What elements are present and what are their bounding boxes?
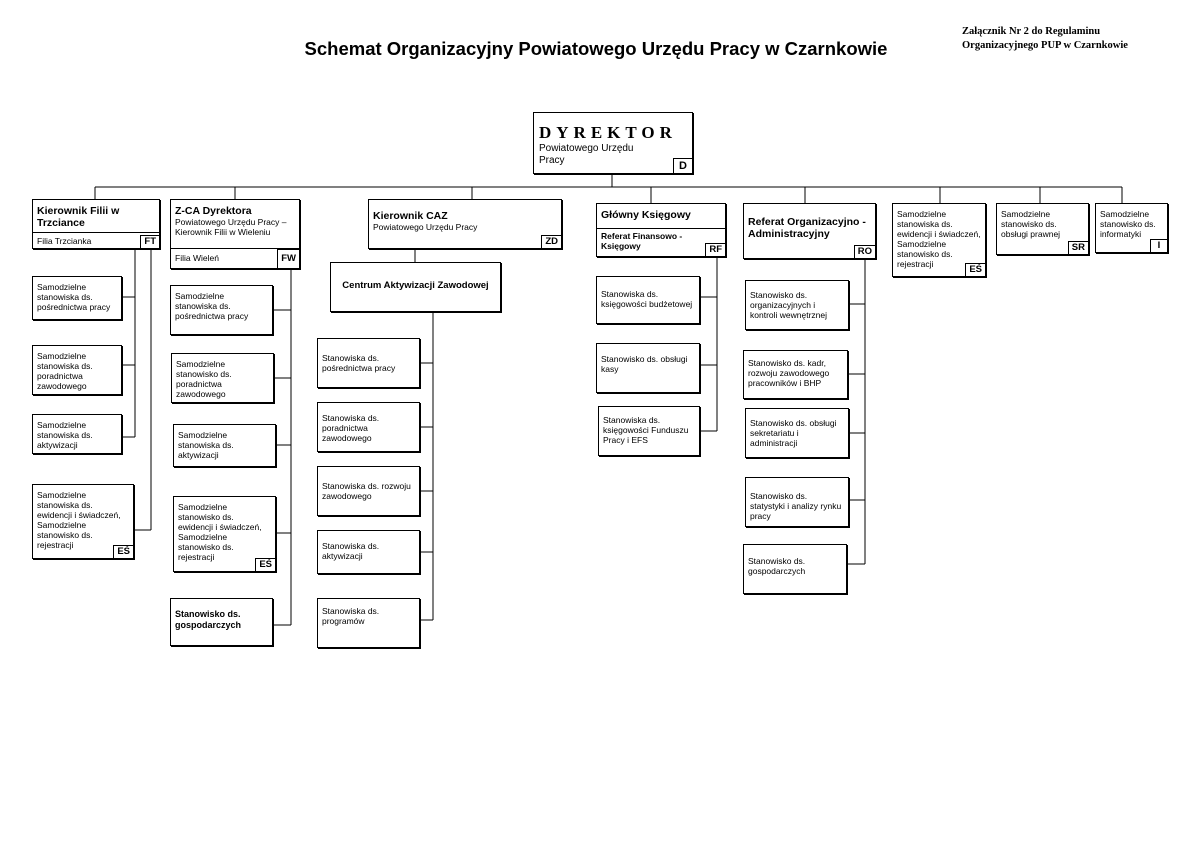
caz-title: Kierownik CAZ [373, 210, 448, 222]
rf-item-ksiegowosc [596, 276, 700, 324]
annex-note [962, 25, 1128, 53]
caz-subtitle: Powiatowego Urzędu Pracy [373, 222, 478, 232]
caz-item-label: Stanowiska ds. pośrednictwa pracy [322, 353, 396, 373]
zca-filia-name: Filia Wieleń [175, 253, 219, 263]
ro-item-organizacja [745, 280, 849, 330]
caz-center-box [330, 262, 501, 312]
ro-item-sekretariat [745, 408, 849, 458]
ksiegowy-subtitle: Referat Finansowo - Księgowy [601, 231, 683, 251]
ro-item-label: Stanowisko ds. obsługi sekretariatu i administracji [750, 418, 837, 448]
caz-item-label: Stanowiska ds. programów [322, 606, 380, 626]
filia-trzcianka-title: Kierownik Filii w Trzciance [37, 205, 120, 229]
fw-item-ewidencja [173, 496, 276, 572]
caz-item-programy [317, 598, 420, 648]
ro-item-label: Stanowisko ds. kadr, rozwoju zawodowego pracowników i BHP [748, 358, 830, 388]
caz-code: ZD [541, 235, 562, 249]
ksiegowy-title: Główny Księgowy [601, 209, 691, 221]
standalone-code: EŚ [965, 263, 986, 277]
fw-item-label: Samodzielne stanowisko ds. poradnictwa zawodowego [176, 359, 232, 399]
fw-item-posrednictwo [170, 285, 273, 335]
rf-item-fundusz [598, 406, 700, 456]
caz-item-aktywizacja [317, 530, 420, 574]
director-box [533, 112, 693, 174]
rf-item-kasa [596, 343, 700, 393]
fw-item-label: Samodzielne stanowiska ds. pośrednictwa pracy [175, 291, 249, 321]
ro-item-statystyka [745, 477, 849, 527]
fw-item-code: EŚ [255, 558, 276, 572]
fw-item-label: Samodzielne stanowisko ds. ewidencji i świadczeń, Samodzielne stanowisko ds. rejestracji [178, 502, 262, 562]
referat-org-code: RO [854, 245, 876, 259]
filia-trzcianka-code: FT [140, 235, 160, 249]
standalone-prawna-box [996, 203, 1089, 255]
zca-box [170, 199, 300, 269]
ft-item-label: Samodzielne stanowiska ds. poradnictwa zawodowego [37, 351, 93, 391]
ft-item-ewidencja [32, 484, 134, 559]
zca-subtitle: Powiatowego Urzędu Pracy – Kierownik Filii w Wieleniu [175, 217, 287, 237]
rf-item-label: Stanowisko ds. obsługi kasy [601, 354, 688, 374]
standalone-label: Samodzielne stanowisko ds. obsługi prawnej [1001, 209, 1061, 239]
zca-title: Z-CA Dyrektora [175, 205, 252, 217]
standalone-informatyka-box [1095, 203, 1168, 253]
fw-item-label: Stanowisko ds. gospodarczych [175, 609, 242, 630]
caz-item-label: Stanowiska ds. rozwoju zawodowego [322, 481, 411, 501]
standalone-code: SR [1068, 241, 1089, 255]
filia-trzcianka-box [32, 199, 160, 249]
fw-item-aktywizacja [173, 424, 276, 467]
ksiegowy-code: RF [705, 243, 726, 257]
zca-code: FW [277, 249, 300, 269]
rf-item-label: Stanowiska ds. księgowości Funduszu Pracy i EFS [603, 415, 689, 445]
director-title: DYREKTOR [539, 123, 677, 142]
caz-item-rozwoj [317, 466, 420, 516]
ft-item-posrednictwo [32, 276, 122, 320]
ft-item-code: EŚ [113, 545, 134, 559]
page-title: Schemat Organizacyjny Powiatowego Urzędu Pracy w Czarnkowie [304, 38, 888, 59]
filia-trzcianka-name: Filia Trzcianka [37, 236, 92, 246]
standalone-label: Samodzielne stanowisko ds. informatyki [1100, 209, 1156, 239]
referat-org-box [743, 203, 876, 259]
referat-org-title: Referat Organizacyjno - Administracyjny [748, 216, 866, 240]
standalone-ewidencja-box [892, 203, 986, 277]
ft-item-label: Samodzielne stanowiska ds. ewidencji i świadczeń, Samodzielne stanowisko ds. rejestracji [37, 490, 121, 550]
ft-item-aktywizacja [32, 414, 122, 454]
ro-item-gospodarcze [743, 544, 847, 594]
fw-item-gospodarcze [170, 598, 273, 646]
ksiegowy-box [596, 203, 726, 257]
caz-item-label: Stanowiska ds. poradnictwa zawodowego [322, 413, 380, 443]
caz-center-label: Centrum Aktywizacji Zawodowej [342, 280, 489, 291]
fw-item-label: Samodzielne stanowiska ds. aktywizacji [178, 430, 234, 460]
caz-item-label: Stanowiska ds. aktywizacji [322, 541, 380, 561]
ft-item-poradnictwo [32, 345, 122, 395]
caz-item-poradnictwo [317, 402, 420, 452]
ro-item-kadry [743, 350, 848, 399]
caz-box [368, 199, 562, 249]
rf-item-label: Stanowiska ds. księgowości budżetowej [601, 289, 693, 309]
fw-item-poradnictwo [171, 353, 274, 403]
ro-item-label: Stanowisko ds. gospodarczych [748, 556, 806, 576]
ft-item-label: Samodzielne stanowiska ds. aktywizacji [37, 420, 93, 450]
ro-item-label: Stanowisko ds. statystyki i analizy rynku pracy [750, 491, 842, 521]
standalone-label: Samodzielne stanowiska ds. ewidencji i świadczeń, Samodzielne stanowisko ds. rejestracji [897, 209, 981, 269]
annex-line-1: Załącznik Nr 2 do Regulaminu [962, 26, 1101, 37]
annex-line-2: Organizacyjnego PUP w Czarnkowie [962, 40, 1128, 51]
ro-item-label: Stanowisko ds. organizacyjnych i kontroli wewnętrznej [750, 290, 828, 320]
standalone-code: I [1150, 239, 1168, 253]
ft-item-label: Samodzielne stanowiska ds. pośrednictwa pracy [37, 282, 111, 312]
director-code: D [673, 158, 693, 174]
caz-item-posrednictwo [317, 338, 420, 388]
director-subtitle: Powiatowego Urzędu Pracy [539, 143, 634, 166]
